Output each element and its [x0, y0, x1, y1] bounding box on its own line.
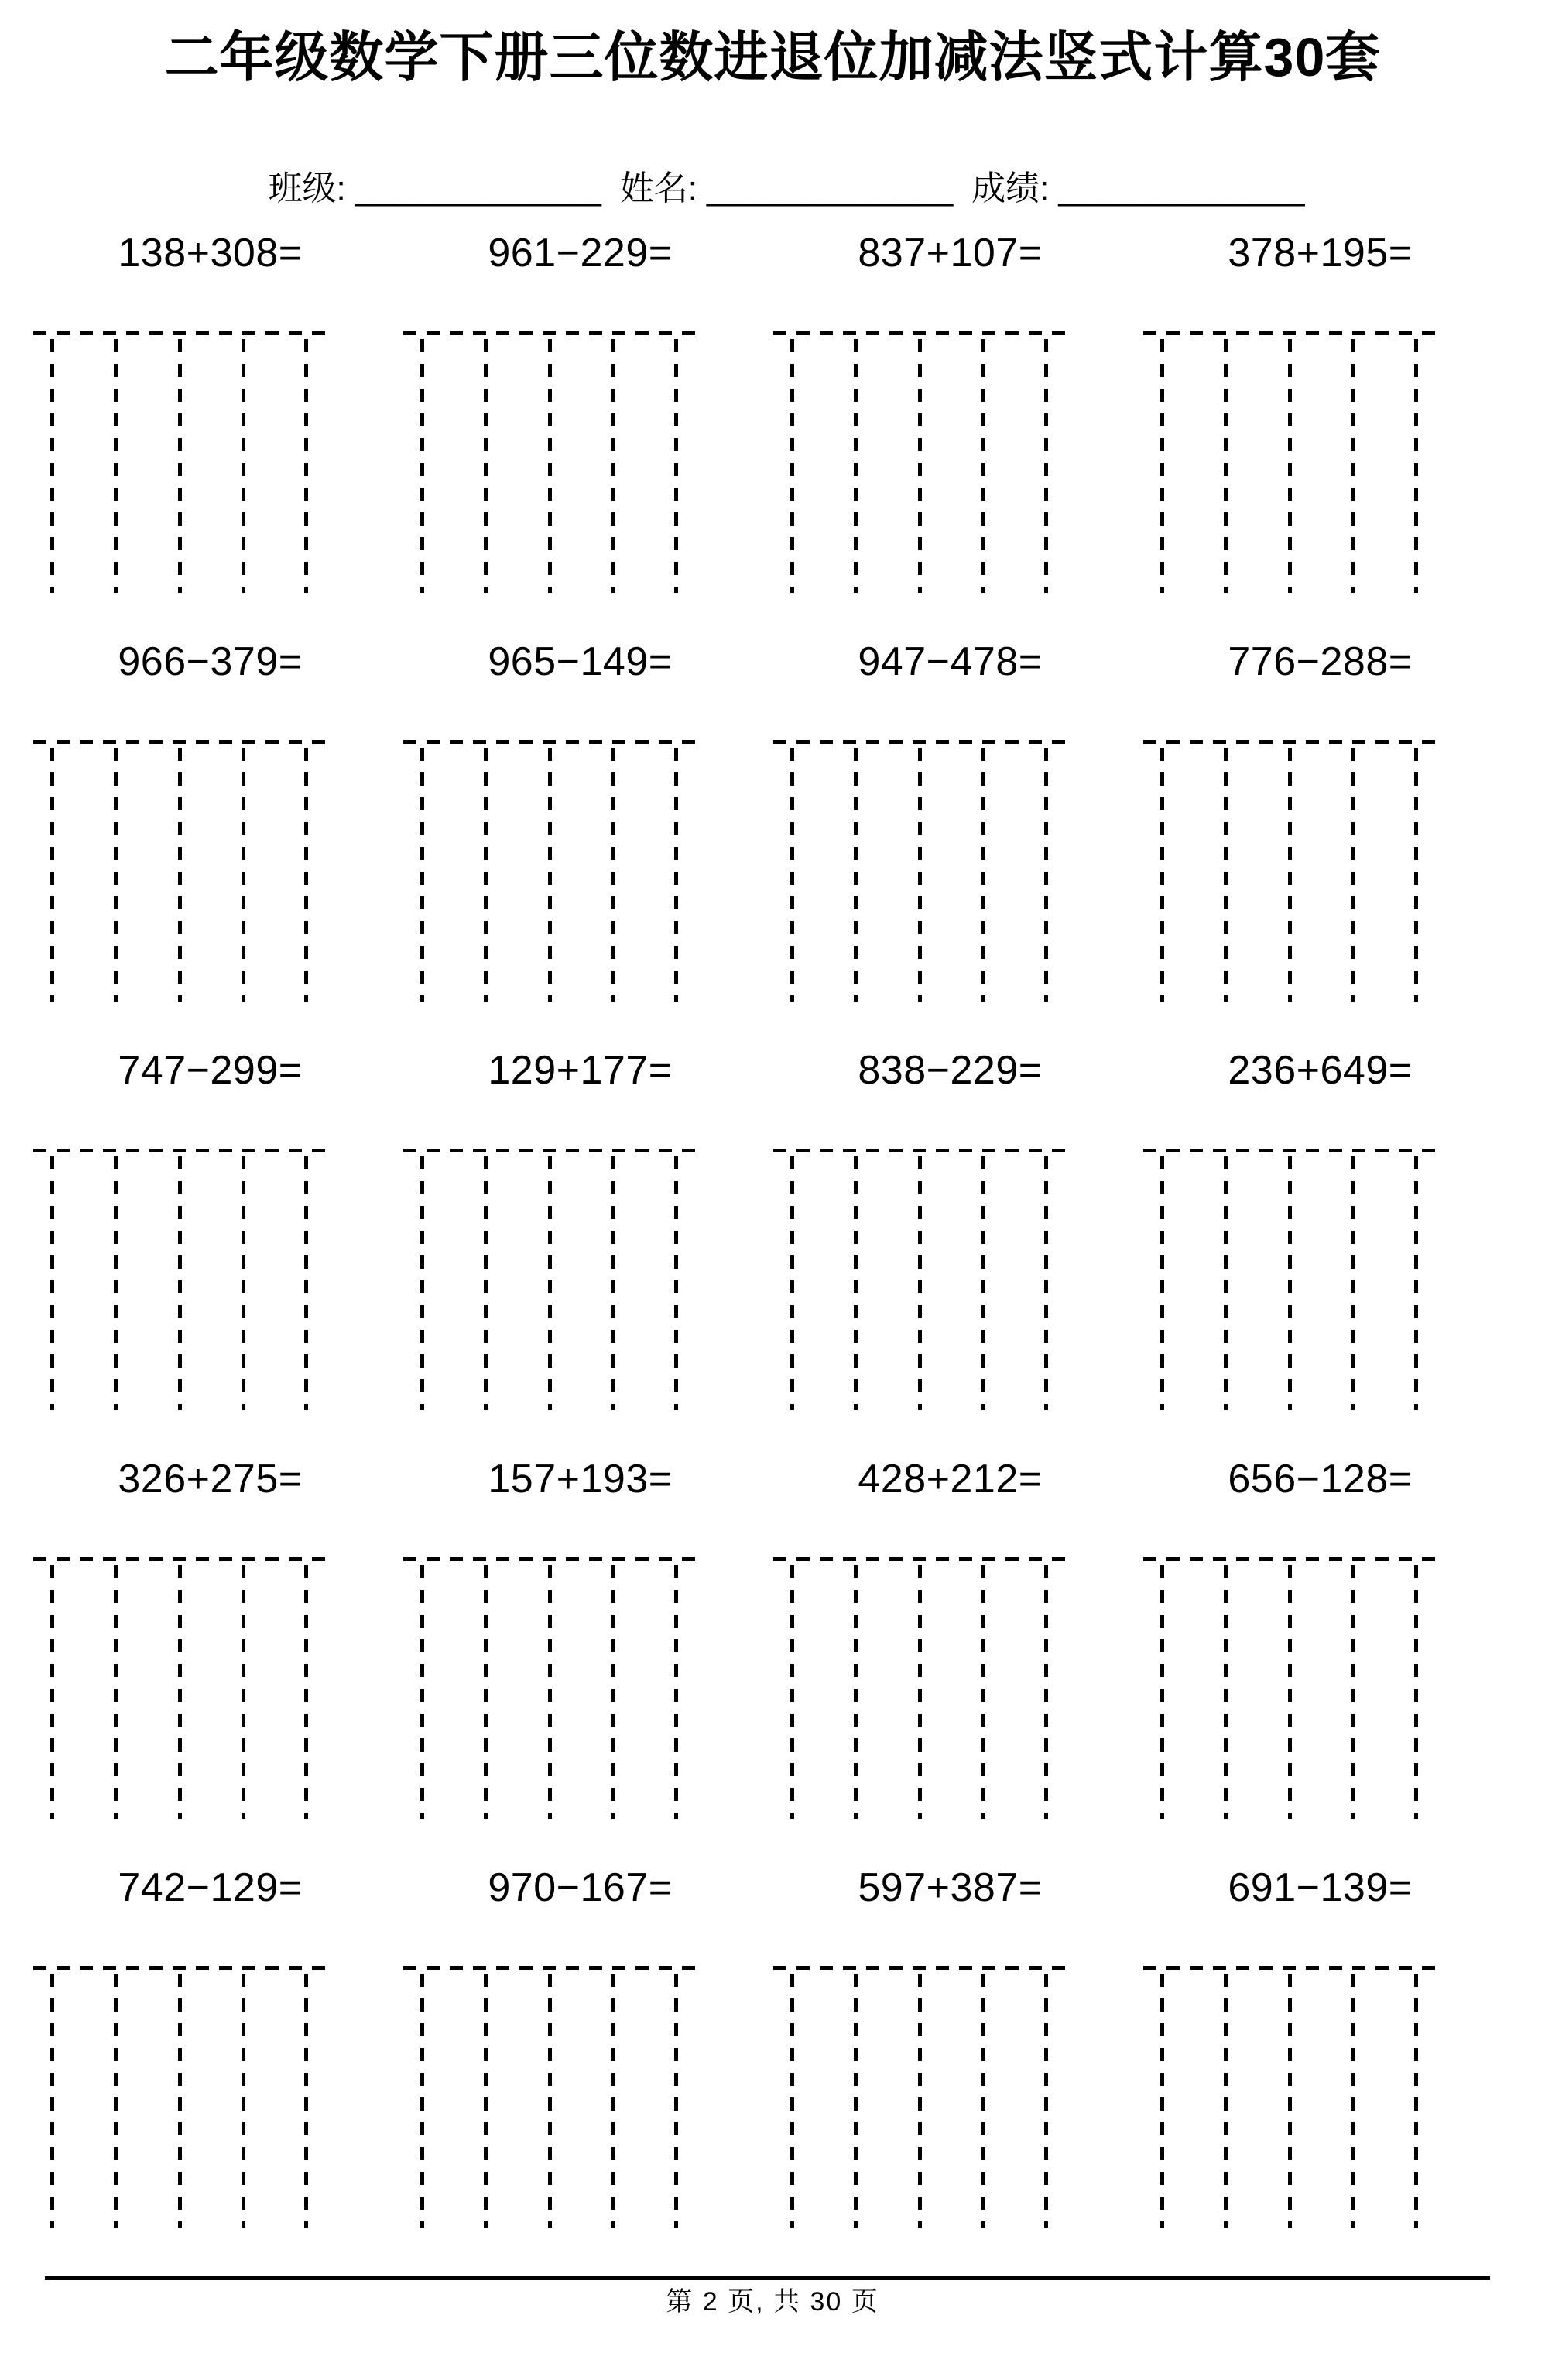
problem-row-1	[0, 230, 1545, 639]
problem-row-2	[0, 639, 1545, 1047]
answer-grid	[1143, 331, 1441, 594]
answer-grid	[773, 1149, 1071, 1412]
answer-grid	[773, 1557, 1071, 1820]
problem-expression: 776−288=	[1228, 639, 1413, 684]
answer-grid	[773, 331, 1071, 594]
problem-expression: 157+193=	[488, 1457, 673, 1502]
answer-grid	[33, 740, 331, 1003]
page-number: 第 2 页, 共 30 页	[666, 2287, 879, 2317]
problem-row-5	[0, 1865, 1545, 2273]
answer-grid	[403, 740, 701, 1003]
problem-expression: 326+275=	[118, 1457, 303, 1502]
problem-row-4	[0, 1456, 1545, 1865]
answer-grid	[403, 331, 701, 594]
class-label: 班级:	[268, 170, 346, 207]
class-field	[268, 167, 601, 210]
problem-expression: 691−139=	[1228, 1865, 1413, 1910]
problem-expression: 138+308=	[118, 231, 303, 276]
problem-expression: 747−299=	[118, 1048, 303, 1093]
answer-grid	[1143, 1557, 1441, 1820]
score-label: 成绩:	[971, 170, 1050, 207]
answer-grid	[1143, 1966, 1441, 2229]
problem-expression: 965−149=	[488, 639, 673, 684]
answer-grid	[33, 1149, 331, 1412]
footer-divider	[45, 2276, 1490, 2280]
problem-expression: 966−379=	[118, 639, 303, 684]
name-label: 姓名:	[619, 170, 698, 207]
class-blank-line: _____________	[355, 170, 601, 207]
name-field	[620, 167, 953, 210]
problem-expression: 428+212=	[858, 1457, 1043, 1502]
problem-expression: 970−167=	[488, 1865, 673, 1910]
answer-grid	[1143, 1149, 1441, 1412]
student-info-line	[0, 167, 1545, 210]
answer-grid	[773, 1966, 1071, 2229]
name-blank-line: _____________	[707, 170, 954, 207]
answer-grid	[1143, 740, 1441, 1003]
problem-expression: 129+177=	[488, 1048, 673, 1093]
problem-expression: 742−129=	[118, 1865, 303, 1910]
page-title: 二年级数学下册三位数进退位加减法竖式计算30套	[164, 27, 1381, 87]
score-field	[971, 167, 1304, 210]
answer-grid	[33, 1557, 331, 1820]
answer-grid	[33, 1966, 331, 2229]
problems-area	[0, 230, 1545, 2273]
problem-row-3	[0, 1047, 1545, 1456]
problem-expression: 236+649=	[1228, 1048, 1413, 1093]
problem-expression: 947−478=	[858, 639, 1043, 684]
problem-expression: 656−128=	[1228, 1457, 1413, 1502]
answer-grid	[33, 331, 331, 594]
problem-expression: 597+387=	[858, 1865, 1043, 1910]
answer-grid	[773, 740, 1071, 1003]
answer-grid	[403, 1557, 701, 1820]
problem-expression: 961−229=	[488, 231, 673, 276]
problem-expression: 838−229=	[858, 1048, 1043, 1093]
answer-grid	[403, 1149, 701, 1412]
score-blank-line: _____________	[1058, 170, 1305, 207]
problem-expression: 837+107=	[858, 231, 1043, 276]
answer-grid	[403, 1966, 701, 2229]
problem-expression: 378+195=	[1228, 231, 1413, 276]
